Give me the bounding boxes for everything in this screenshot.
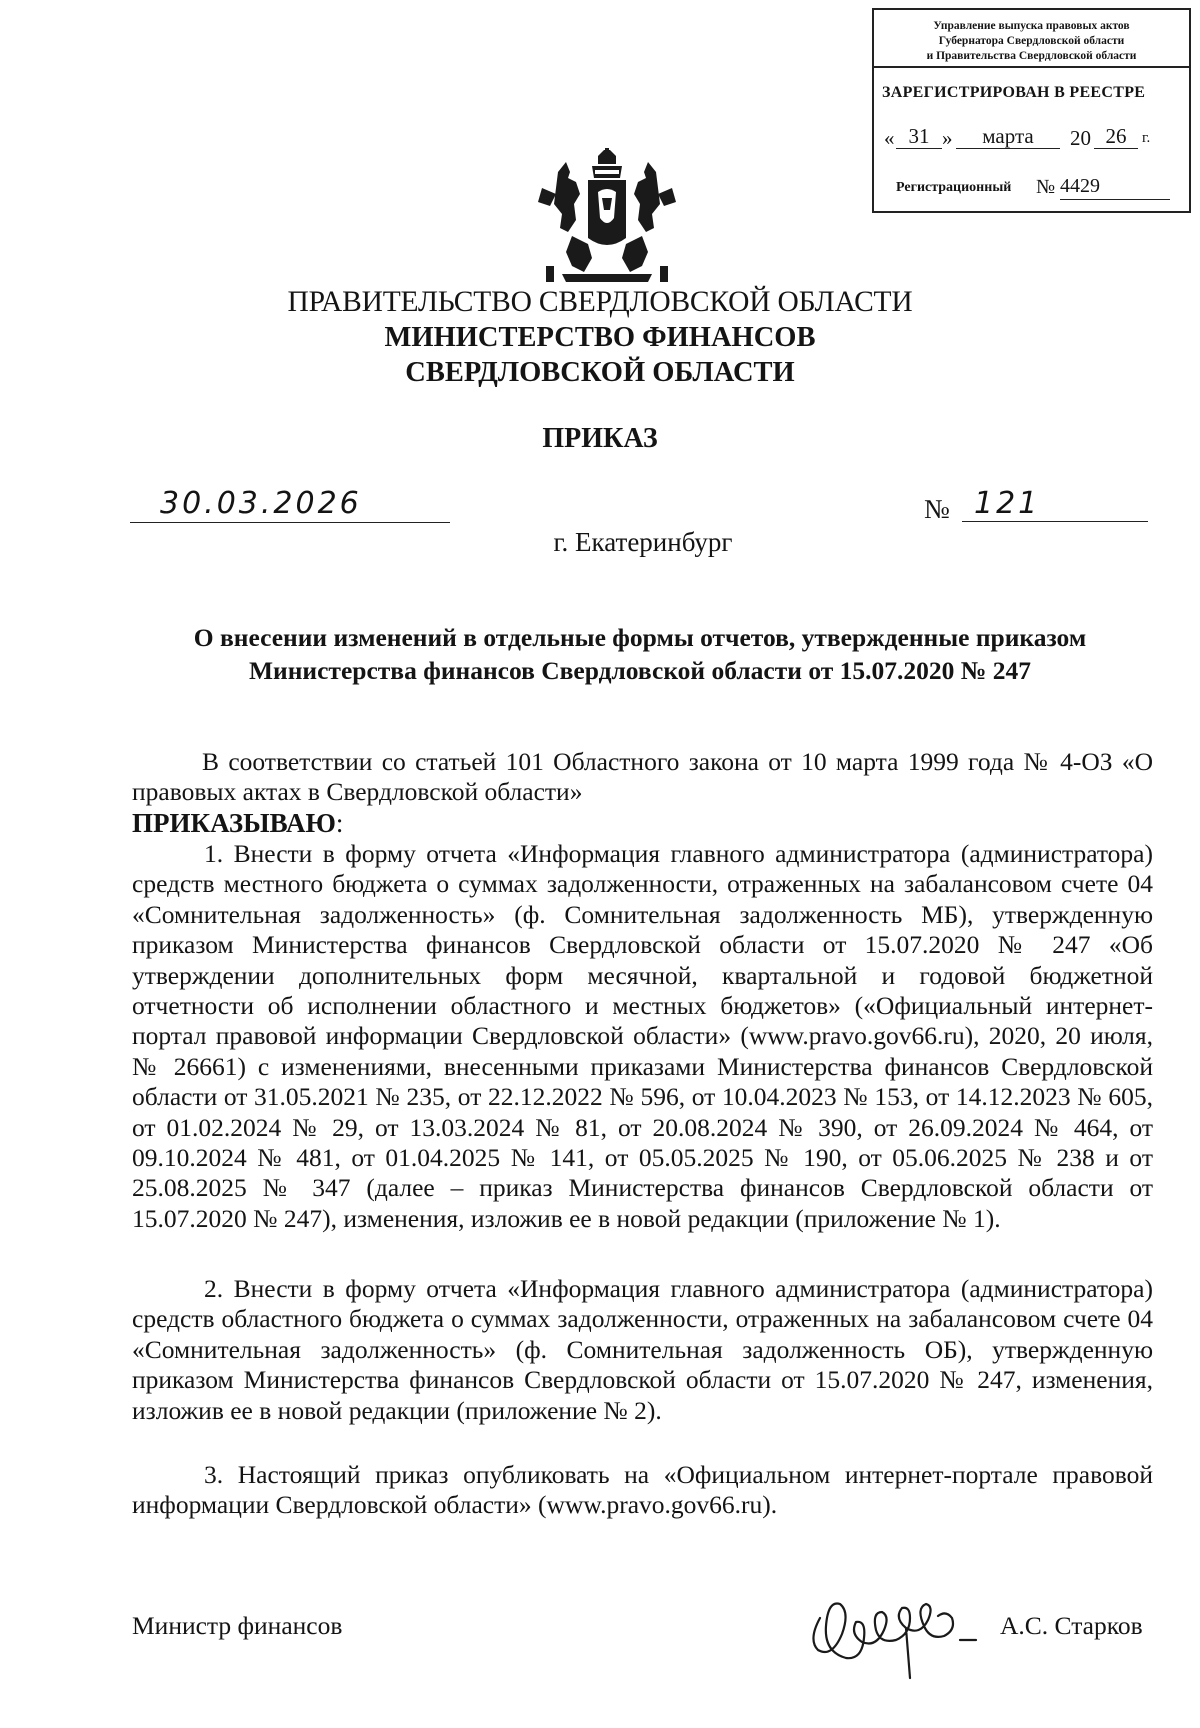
order-colon: : bbox=[335, 808, 344, 838]
order-number: 121 bbox=[974, 486, 1041, 521]
stamp-year-suffix: 26 bbox=[1094, 124, 1138, 149]
stamp-no-sign: № bbox=[1036, 176, 1056, 198]
stamp-reg-number bbox=[896, 175, 1100, 198]
stamp-reg-label: Регистрационный bbox=[896, 180, 1012, 195]
stamp-reg-value: 4429 bbox=[1060, 175, 1170, 200]
order-word: ПРИКАЗЫВАЮ bbox=[132, 808, 336, 838]
clause-3-paragraph: 3. Настоящий приказ опубликовать на «Официальном интернет-портале правовой информации Свердловской области» (www.pravo.gov66.ru). bbox=[132, 1460, 1153, 1520]
order-subject bbox=[130, 621, 1150, 687]
subject-line: О внесении изменений в отдельные формы отчетов, утвержденные приказом bbox=[193, 623, 1087, 652]
registration-stamp bbox=[872, 8, 1191, 213]
ministry-title-line2: СВЕРДЛОВСКОЙ ОБЛАСТИ bbox=[405, 357, 795, 388]
order-date-field bbox=[130, 486, 450, 523]
signatory-name: А.С. Старков bbox=[1000, 1611, 1143, 1640]
clause-1-paragraph: 1. Внести в форму отчета «Информация главного администратора (администратора) средств местного бюджета о суммах задолженности, отраженных на забалансовом счете 04 «Сомнительная задолженность» (ф. Сомнительная задолженность МБ), утвержденную приказом Министерства финансов Свердловской области от 15.07.2020 № 247 «Об утверждении дополнительных форм месячной, квартальной и годовой бюджетной отчетности об исполнении областного и местных бюджетов» («Официальный интернет-портал правовой информации Свердловской области» (www.pravo.gov66.ru), 2020, 20 июля, № 26661) с изменениями, внесенными приказами Министерства финансов Свердловской области от 31.05.2021 № 235, от 22.12.2022 № 596, от 10.04.2023 № 153, от 14.12.2023 № 605, от 01.02.2024 № 29, от 13.03.2024 № 81, от 20.08.2024 № 390, от 26.09.2024 № 464, от 09.10.2024 № 481, от 01.04.2025 № 141, от 05.05.2025 № 190, от 05.06.2025 № 238 и от 25.08.2025 № 347 (далее – приказ Министерства финансов Свердловской области от 15.07.2020 № 247), изменения, изложив ее в новой редакции (приложение № 1). bbox=[132, 839, 1153, 1233]
stamp-year-unit: г. bbox=[1142, 130, 1151, 146]
stamp-issuer bbox=[874, 10, 1189, 68]
government-title: ПРАВИТЕЛЬСТВО СВЕРДЛОВСКОЙ ОБЛАСТИ bbox=[287, 286, 913, 318]
stamp-close-quote: » bbox=[942, 126, 953, 150]
stamp-issuer-line: и Правительства Свердловской области bbox=[926, 50, 1137, 62]
stamp-open-quote: « bbox=[884, 126, 895, 150]
city-line: г. Екатеринбург bbox=[553, 527, 733, 557]
stamp-issuer-line: Управление выпуска правовых актов bbox=[933, 20, 1130, 32]
preamble-paragraph: В соответствии со статьей 101 Областного закона от 10 марта 1999 года № 4-ОЗ «О правовых актах в Свердловской области» bbox=[132, 747, 1153, 807]
signatory-position: Министр финансов bbox=[132, 1611, 343, 1640]
order-date: 30.03.2026 bbox=[160, 486, 362, 521]
handwritten-signature bbox=[806, 1578, 996, 1683]
order-directive bbox=[132, 808, 1153, 838]
ministry-title-line1: МИНИСТЕРСТВО ФИНАНСОВ bbox=[384, 322, 816, 353]
clause-2-paragraph: 2. Внести в форму отчета «Информация главного администратора (администратора) средств областного бюджета о суммах задолженности, отраженных на забалансовом счете 04 «Сомнительная задолженность» (ф. Сомнительная задолженность ОБ), утвержденную приказом Министерства финансов Свердловской области от 15.07.2020 № 247, изменения, изложив ее в новой редакции (приложение № 2). bbox=[132, 1274, 1153, 1425]
order-no-sign: № bbox=[924, 494, 950, 524]
order-number-field bbox=[924, 486, 1149, 524]
subject-line: Министерства финансов Свердловской области от 15.07.2020 № 247 bbox=[248, 656, 1032, 685]
stamp-month: марта bbox=[956, 124, 1060, 149]
order-number-underline bbox=[962, 521, 1148, 522]
document-type-heading: ПРИКАЗ bbox=[542, 423, 658, 454]
stamp-issuer-line: Губернатора Свердловской области bbox=[938, 35, 1125, 47]
stamp-registered-label: ЗАРЕГИСТРИРОВАН В РЕЕСТРЕ bbox=[882, 84, 1146, 101]
stamp-year-prefix: 20 bbox=[1070, 126, 1091, 150]
coat-of-arms-emblem bbox=[532, 148, 682, 288]
stamp-day: 31 bbox=[896, 124, 942, 149]
